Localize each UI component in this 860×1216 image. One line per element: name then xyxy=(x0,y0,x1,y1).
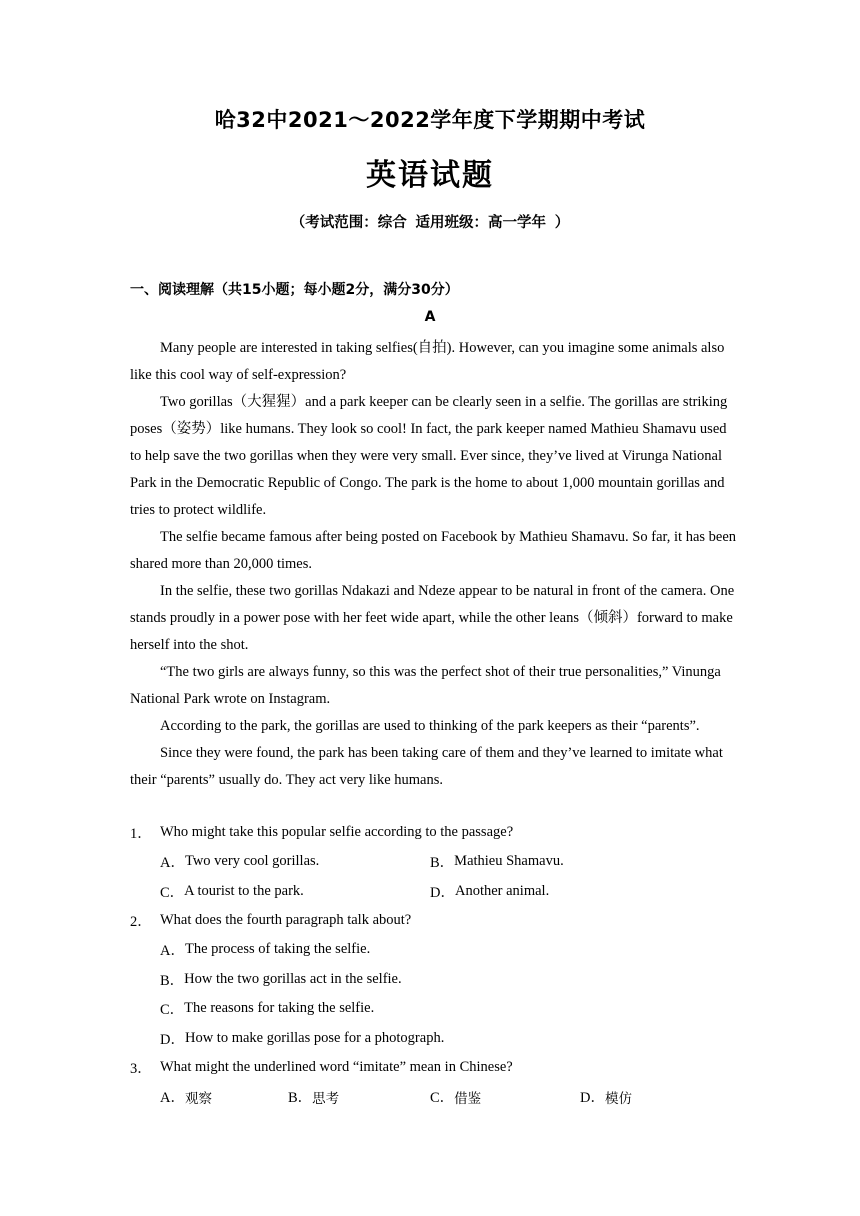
passage-paragraph: In the selfie, these two gorillas Ndakazi and Ndeze appear to be natural in front of the camera. One stands proudly in a power pose with her feet wide apart, while the other leans（倾斜）forward to make herself into the shot. xyxy=(130,583,735,653)
option-label: B． xyxy=(160,972,185,989)
option-text: Another animal. xyxy=(454,882,550,899)
option-text: How to make gorillas pose for a photograph. xyxy=(184,1029,445,1046)
option-label: A． xyxy=(160,1090,185,1107)
option-c xyxy=(430,1082,580,1112)
option-b xyxy=(430,847,700,877)
option-label: C． xyxy=(160,1002,185,1019)
option-label: B． xyxy=(288,1090,313,1107)
option-d xyxy=(160,1024,720,1054)
option-b xyxy=(288,1082,430,1112)
option-text: 观察 xyxy=(184,1090,212,1107)
passage-paragraph: According to the park, the gorillas are used to thinking of the park keepers as their “parents”. xyxy=(160,718,700,734)
option-text: A tourist to the park. xyxy=(184,882,304,899)
question-stem: Who might take this popular selfie according to the passage? xyxy=(160,824,514,840)
subject-title: 英语试题 xyxy=(366,158,494,193)
passage-paragraph: Many people are interested in taking selfies(自拍). However, can you imagine some animals also like this cool way of self-expression? xyxy=(130,340,725,383)
option-text: The process of taking the selfie. xyxy=(184,941,371,958)
option-label: D． xyxy=(430,884,455,901)
question-1 xyxy=(130,818,750,906)
option-label: C． xyxy=(160,884,185,901)
option-text: 思考 xyxy=(312,1090,340,1107)
part-label: A xyxy=(424,309,436,325)
option-d xyxy=(580,1082,680,1112)
option-label: D． xyxy=(580,1090,605,1107)
option-text: 借鉴 xyxy=(454,1090,482,1107)
question-number: 3． xyxy=(130,1061,152,1077)
option-a xyxy=(160,1082,288,1112)
option-text: The reasons for taking the selfie. xyxy=(184,1000,375,1017)
passage-paragraph: Since they were found, the park has been taking care of them and they’ve learned to imitate what their “parents” usually do. They act very like humans. xyxy=(130,745,723,788)
passage-paragraph: “The two girls are always funny, so this was the perfect shot of their true personalities,” Vinunga National Park wrote on Instagram. xyxy=(130,664,721,707)
option-a xyxy=(160,935,720,965)
question-stem: What does the fourth paragraph talk about? xyxy=(160,912,412,928)
option-text: Mathieu Shamavu. xyxy=(454,853,564,870)
option-c xyxy=(160,994,720,1024)
question-3 xyxy=(130,1053,750,1112)
option-b xyxy=(160,965,720,995)
option-label: D． xyxy=(160,1031,185,1048)
reading-passage xyxy=(130,335,738,794)
passage-paragraph: The selfie became famous after being posted on Facebook by Mathieu Shamavu. So far, it has been shared more than 20,000 times. xyxy=(130,529,737,572)
option-d xyxy=(430,877,700,907)
option-text: How the two gorillas act in the selfie. xyxy=(184,970,402,987)
option-text: Two very cool gorillas. xyxy=(184,853,320,870)
option-label: C． xyxy=(430,1090,455,1107)
option-a xyxy=(160,847,430,877)
question-number: 1． xyxy=(130,826,152,842)
exam-title: 哈32中2021～2022学年度下学期期中考试 xyxy=(214,108,646,132)
option-label: A． xyxy=(160,943,185,960)
exam-scope: （考试范围：综合 适用班级：高一学年 ） xyxy=(290,215,570,231)
passage-paragraph: Two gorillas（大猩猩）and a park keeper can be clearly seen in a selfie. The gorillas are striking poses（姿势）like humans. They look so cool! In fact, the park keeper named Mathieu Shamavu used to help save the two gorillas when they were very small. Ever since, they’ve lived at Virunga National Park in the Democratic Republic of Congo. The park is the home to about 1,000 mountain gorillas and tries to protect wildlife. xyxy=(130,394,728,518)
option-c xyxy=(160,877,430,907)
option-label: A． xyxy=(160,855,185,872)
option-label: B． xyxy=(430,855,455,872)
question-2 xyxy=(130,906,750,1053)
question-number: 2． xyxy=(130,914,152,930)
section-heading: 一、阅读理解（共15小题；每小题2分，满分30分） xyxy=(130,282,459,298)
question-list xyxy=(130,818,750,1112)
option-text: 模仿 xyxy=(604,1090,632,1107)
question-stem: What might the underlined word “imitate” mean in Chinese? xyxy=(160,1059,513,1075)
